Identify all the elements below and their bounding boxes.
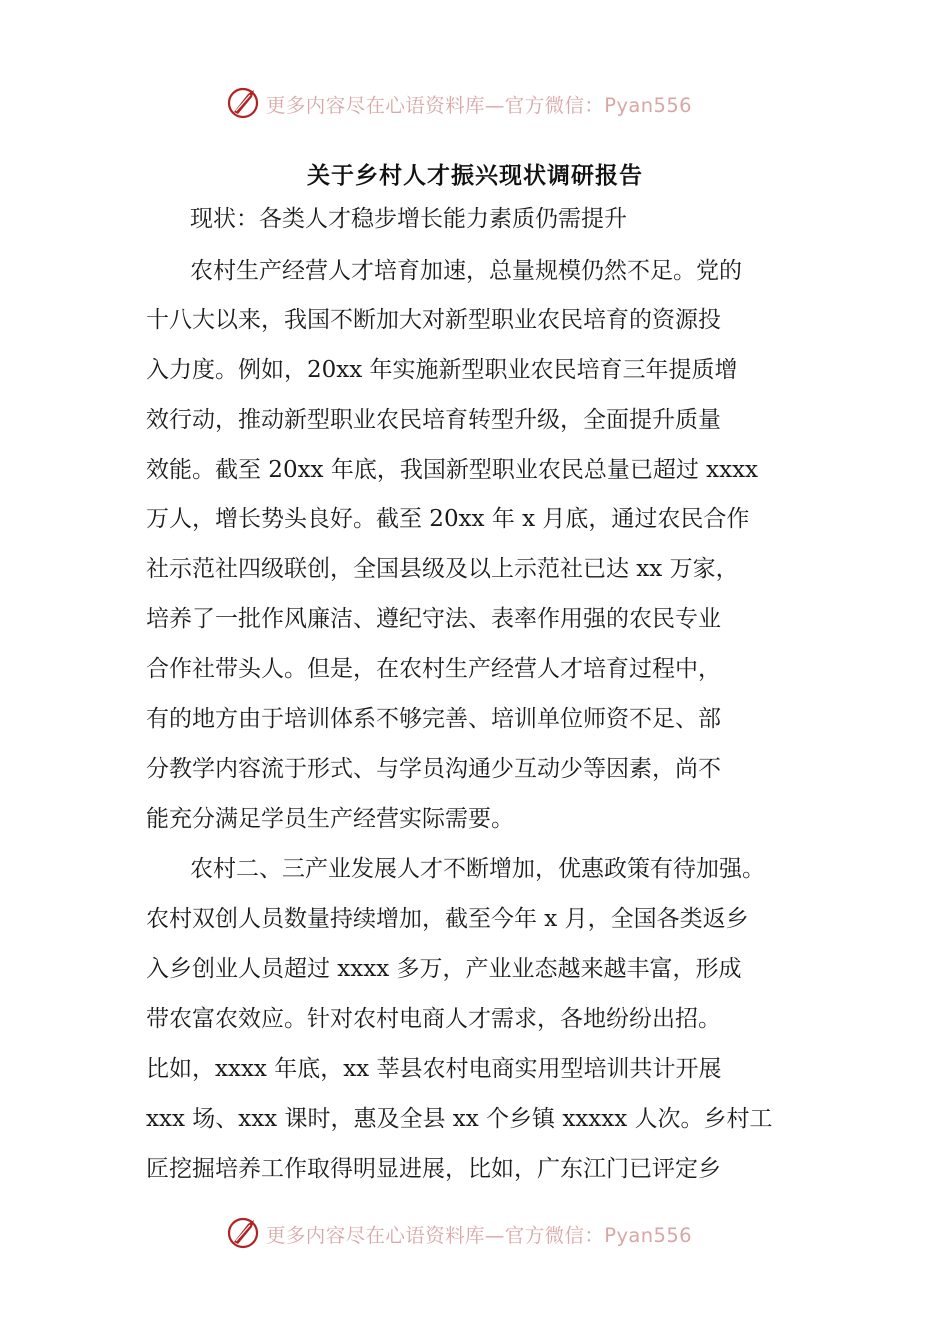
text-line: 比如，xxxx 年底，xx 莘县农村电商实用型培训共计开展 xyxy=(146,1056,722,1082)
text-line: 分教学内容流于形式、与学员沟通少互动少等因素，尚不 xyxy=(146,756,721,782)
text-line: 万人，增长势头良好。截至 20xx 年 x 月底，通过农民合作 xyxy=(146,506,750,532)
text-line: 入力度。例如，20xx 年实施新型职业农民培育三年提质增 xyxy=(146,357,738,383)
pen-nib-logo-icon xyxy=(226,1214,262,1250)
text-line: 社示范社四级联创，全国县级及以上示范社已达 xx 万家， xyxy=(146,556,739,582)
banner-text: 更多内容尽在心语资料库—官方微信：Pyan556 xyxy=(266,1224,692,1247)
footer-banner xyxy=(0,1212,950,1252)
text-line: 农村二、三产业发展人才不断增加，优惠政策有待加强。 xyxy=(190,856,765,882)
pen-nib-logo-icon xyxy=(226,84,262,120)
text-line: xxx 场、xxx 课时，惠及全县 xx 个乡镇 xxxxx 人次。乡村工 xyxy=(146,1106,773,1132)
text-line: 效能。截至 20xx 年底，我国新型职业农民总量已超过 xxxx xyxy=(146,457,759,483)
document-title: 关于乡村人才振兴现状调研报告 xyxy=(307,163,643,189)
text-line: 合作社带头人。但是，在农村生产经营人才培育过程中， xyxy=(146,656,721,682)
text-line: 十八大以来，我国不断加大对新型职业农民培育的资源投 xyxy=(146,307,721,333)
text-line: 能充分满足学员生产经营实际需要。 xyxy=(146,806,514,832)
text-line: 培养了一批作风廉洁、遵纪守法、表率作用强的农民专业 xyxy=(146,606,721,632)
section-heading: 现状：各类人才稳步增长能力素质仍需提升 xyxy=(190,206,627,232)
text-line: 匠挖掘培养工作取得明显进展，比如，广东江门已评定乡 xyxy=(146,1156,721,1182)
text-line: 有的地方由于培训体系不够完善、培训单位师资不足、部 xyxy=(146,706,721,732)
text-line: 农村双创人员数量持续增加，截至今年 x 月，全国各类返乡 xyxy=(146,906,749,932)
text-line: 入乡创业人员超过 xxxx 多万，产业业态越来越丰富，形成 xyxy=(146,956,742,982)
text-line: 带农富农效应。针对农村电商人才需求，各地纷纷出招。 xyxy=(146,1006,721,1032)
banner-text: 更多内容尽在心语资料库—官方微信：Pyan556 xyxy=(266,94,692,117)
text-line: 效行动，推动新型职业农民培育转型升级，全面提升质量 xyxy=(146,407,721,433)
header-banner xyxy=(0,82,950,122)
text-line: 农村生产经营人才培育加速，总量规模仍然不足。党的 xyxy=(190,258,742,284)
